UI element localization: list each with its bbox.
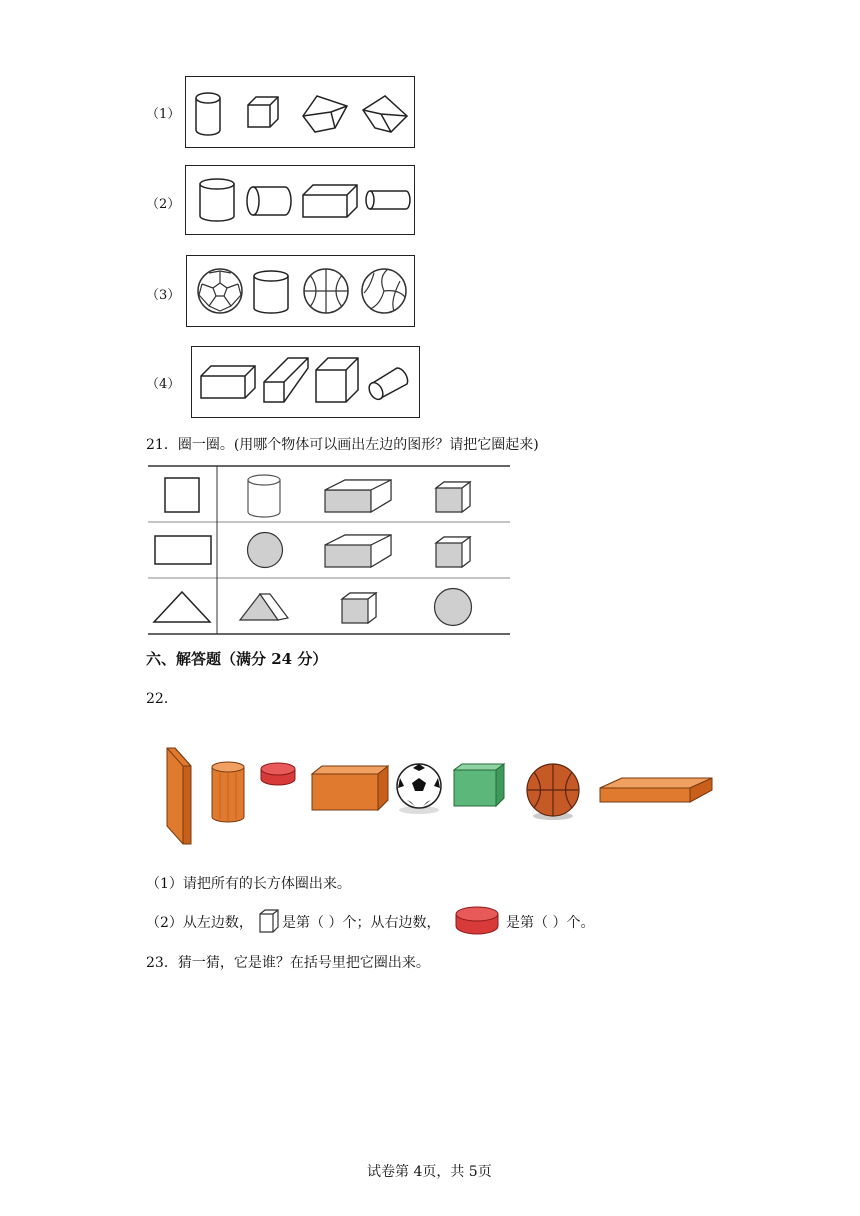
cube-icon xyxy=(246,95,282,131)
question-22-sub2-start: （2）从左边数， xyxy=(146,915,253,931)
cuboid-icon xyxy=(314,356,360,404)
red-disc-icon xyxy=(259,761,297,789)
tilted-cylinder-icon xyxy=(367,364,411,400)
question-23: 23．猜一猜，它是谁？在括号里把它圈出来。 xyxy=(146,955,430,971)
lying-cylinder-icon xyxy=(245,185,293,217)
page-footer: 试卷第 4页，共 5页 xyxy=(367,1164,492,1180)
cylinder-icon xyxy=(245,472,283,520)
cube-gray-icon xyxy=(434,480,472,514)
small-cube-icon xyxy=(258,908,280,934)
orange-board-icon xyxy=(165,746,193,846)
question-21: 21．圈一圈。(用哪个物体可以画出左边的图形？请把它圈起来) xyxy=(146,437,539,453)
volleyball-icon xyxy=(360,267,408,315)
cylinder-icon xyxy=(251,268,291,316)
orange-slab-icon xyxy=(598,776,714,804)
soccer-ball-icon xyxy=(393,762,445,814)
long-cuboid-icon xyxy=(262,356,310,404)
cuboid-gray-icon xyxy=(323,533,393,569)
circle-gray-icon xyxy=(246,531,284,569)
row-label-4: （4） xyxy=(146,377,181,392)
question-22-sub2-middle: 是第（ ）个；从右边数， xyxy=(282,915,441,931)
triangular-prism-icon xyxy=(238,590,290,624)
cylinder-icon xyxy=(193,90,223,138)
lying-cylinder-icon xyxy=(364,189,412,211)
tilted-cube-icon xyxy=(361,94,409,134)
circle-gray-icon xyxy=(433,587,473,627)
question-22-number: 22． xyxy=(146,691,178,707)
question-22-sub2-end: 是第（ ）个。 xyxy=(506,915,595,931)
basketball-icon xyxy=(525,762,581,822)
basketball-icon xyxy=(302,267,350,315)
red-disc-icon xyxy=(454,905,500,937)
cube-gray-icon xyxy=(434,535,472,569)
soccer-ball-icon xyxy=(196,267,244,315)
orange-cuboid-icon xyxy=(310,764,390,812)
cuboid-icon xyxy=(301,183,359,219)
orange-cylinder-icon xyxy=(210,761,246,823)
tilted-cube-icon xyxy=(301,94,349,134)
row-label-1: （1） xyxy=(146,107,181,122)
green-cube-icon xyxy=(452,762,506,808)
section-6-title: 六、解答题（满分 24 分） xyxy=(146,650,328,668)
triangle-outline-icon xyxy=(152,590,212,624)
cube-gray-icon xyxy=(340,591,378,625)
row-label-2: （2） xyxy=(146,197,181,212)
square-outline-icon xyxy=(164,477,200,513)
cylinder-icon xyxy=(197,176,237,224)
row-label-3: （3） xyxy=(146,288,181,303)
cuboid-icon xyxy=(199,364,257,400)
cuboid-gray-icon xyxy=(323,478,393,514)
rectangle-outline-icon xyxy=(154,535,212,565)
question-22-sub1: （1）请把所有的长方体圈出来。 xyxy=(146,876,351,892)
